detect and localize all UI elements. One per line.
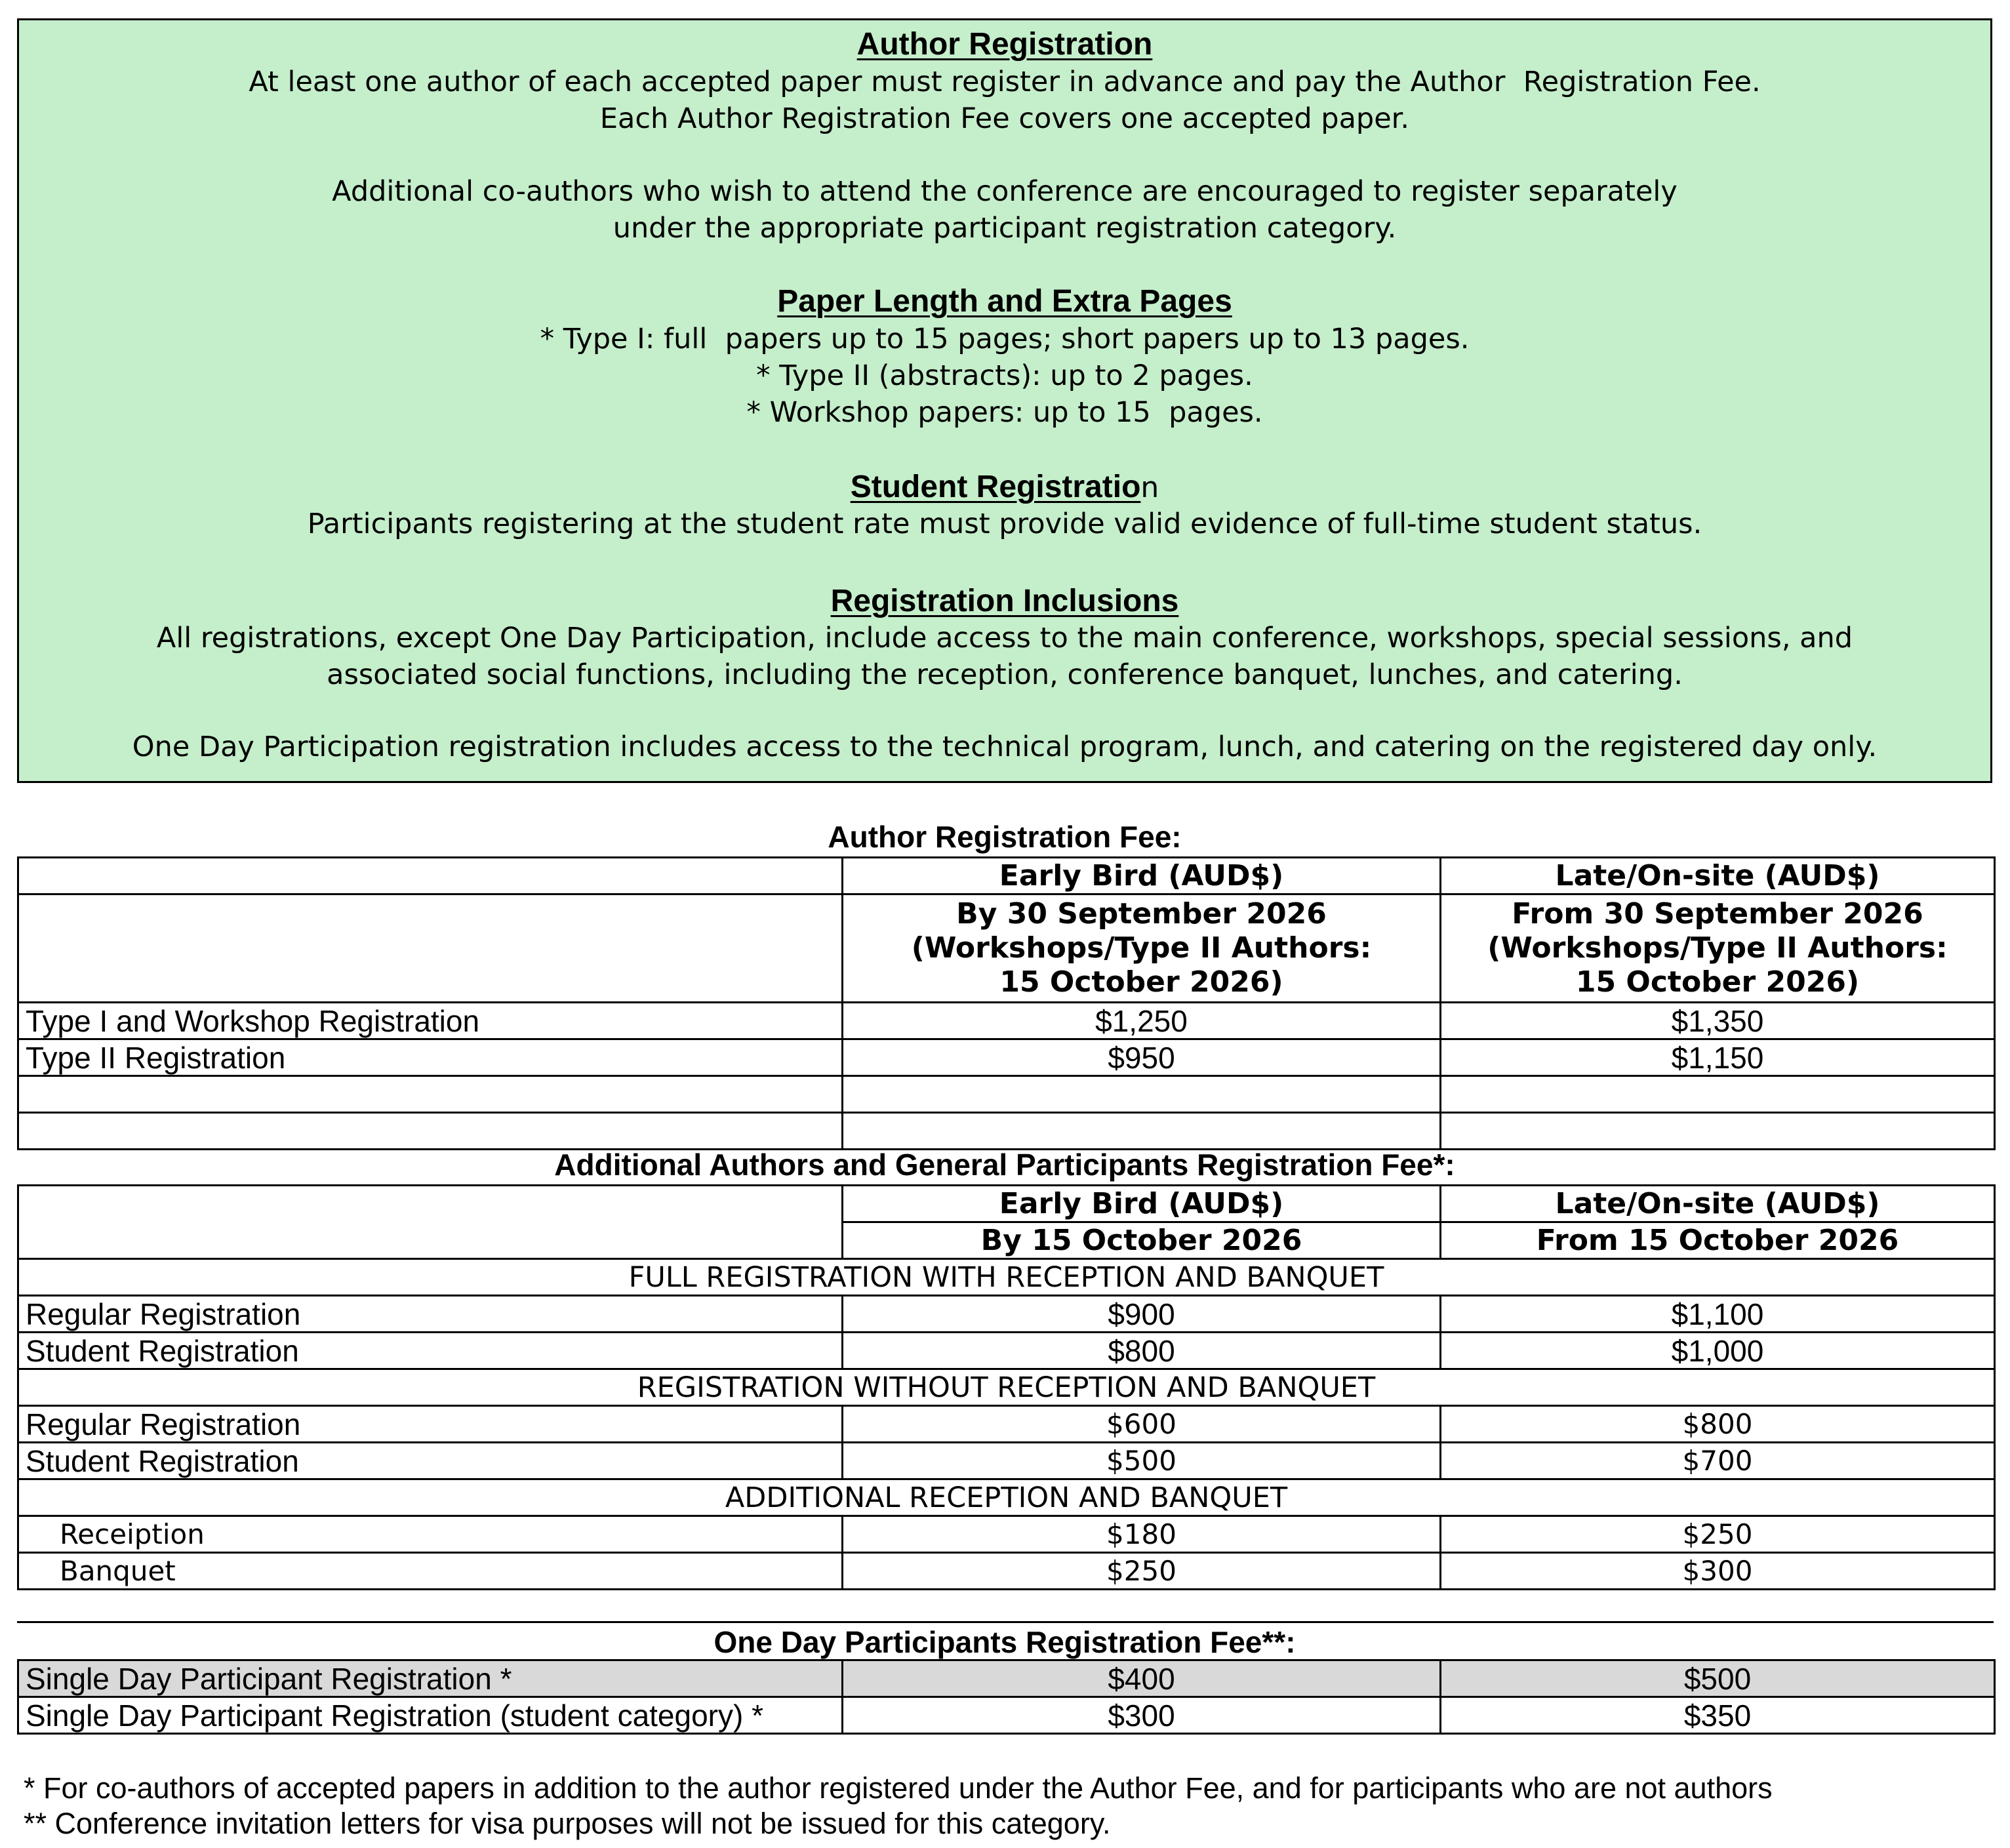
late-price: $1,100 bbox=[1441, 1296, 1995, 1333]
early-price: $950 bbox=[843, 1039, 1441, 1076]
row-label: Single Day Participant Registration (student category) * bbox=[18, 1697, 843, 1734]
empty-cell bbox=[18, 1186, 843, 1259]
section-row-without bbox=[18, 1369, 1995, 1406]
late-onsite-header: Late/On-site (AUD$) bbox=[1441, 1186, 1995, 1222]
late-price: $700 bbox=[1441, 1443, 1995, 1479]
row-label: Regular Registration bbox=[18, 1406, 843, 1443]
late-price: $1,000 bbox=[1441, 1333, 1995, 1369]
empty-cell bbox=[18, 1113, 843, 1150]
early-deadline-line-1: By 30 September 2026 bbox=[956, 897, 1327, 931]
section-row-additional bbox=[18, 1479, 1995, 1516]
late-price: $1,150 bbox=[1441, 1039, 1995, 1076]
registration-info-box bbox=[17, 18, 1992, 783]
early-price: $1,250 bbox=[843, 1003, 1441, 1039]
author-registration-heading: Author Registration bbox=[856, 27, 1153, 62]
empty-row bbox=[18, 1076, 1995, 1113]
early-bird-deadline: By 15 October 2026 bbox=[843, 1222, 1441, 1259]
late-price: $250 bbox=[1441, 1516, 1995, 1553]
inclusions-line-2: associated social functions, including the reception, conference banquet, lunches, and catering. bbox=[327, 658, 1683, 691]
footnote-1: * For co-authors of accepted papers in addition to the author registered under the Author Fee, and for participants who are not authors bbox=[24, 1771, 1773, 1805]
late-deadline-line-3: 15 October 2026) bbox=[1575, 965, 1860, 999]
author-fee-header-row bbox=[18, 858, 1995, 894]
early-bird-header: Early Bird (AUD$) bbox=[843, 1186, 1441, 1222]
empty-cell bbox=[843, 1113, 1441, 1150]
early-price: $600 bbox=[843, 1406, 1441, 1443]
early-price: $800 bbox=[843, 1333, 1441, 1369]
one-day-fee-table bbox=[17, 1659, 1996, 1735]
empty-row bbox=[18, 1113, 1995, 1150]
table-row bbox=[18, 1406, 1995, 1443]
student-info-line-1: Participants registering at the student rate must provide valid evidence of full-time student status. bbox=[307, 508, 1702, 540]
early-price: $500 bbox=[843, 1443, 1441, 1479]
row-label: Type II Registration bbox=[18, 1039, 843, 1076]
early-price: $300 bbox=[843, 1697, 1441, 1734]
empty-cell bbox=[18, 894, 843, 1003]
empty-cell bbox=[18, 858, 843, 894]
table-row bbox=[18, 1039, 1995, 1076]
inclusions-line-1: All registrations, except One Day Participation, include access to the main conference, workshops, special sessions, and bbox=[156, 622, 1853, 654]
table-row bbox=[18, 1296, 1995, 1333]
section-without-reception: REGISTRATION WITHOUT RECEPTION AND BANQUET bbox=[18, 1369, 1995, 1406]
row-label: Banquet bbox=[18, 1553, 843, 1590]
late-onsite-deadline: From 15 October 2026 bbox=[1441, 1222, 1995, 1259]
registration-inclusions-heading: Registration Inclusions bbox=[830, 584, 1179, 618]
student-heading-tail: n bbox=[1140, 471, 1159, 504]
row-label: Single Day Participant Registration * bbox=[18, 1660, 843, 1697]
row-label: Regular Registration bbox=[18, 1296, 843, 1333]
section-additional-reception: ADDITIONAL RECEPTION AND BANQUET bbox=[18, 1479, 1995, 1516]
early-deadline-line-3: 15 October 2026) bbox=[999, 965, 1283, 999]
late-deadline-line-2: (Workshops/Type II Authors: bbox=[1487, 931, 1948, 965]
section-row-full bbox=[18, 1259, 1995, 1296]
early-price: $900 bbox=[843, 1296, 1441, 1333]
paper-length-line-2: * Type II (abstracts): up to 2 pages. bbox=[756, 359, 1253, 392]
row-label: Receiption bbox=[18, 1516, 843, 1553]
author-fee-title: Author Registration Fee: bbox=[828, 820, 1182, 854]
table-row bbox=[18, 1443, 1995, 1479]
late-price: $800 bbox=[1441, 1406, 1995, 1443]
early-bird-header: Early Bird (AUD$) bbox=[843, 858, 1441, 894]
general-fee-table bbox=[17, 1184, 1996, 1590]
row-label: Student Registration bbox=[18, 1443, 843, 1479]
late-price: $500 bbox=[1441, 1660, 1995, 1697]
early-price: $180 bbox=[843, 1516, 1441, 1553]
general-fee-header-row bbox=[18, 1186, 1995, 1222]
table-row bbox=[18, 1697, 1995, 1734]
row-label: Student Registration bbox=[18, 1333, 843, 1369]
late-price: $300 bbox=[1441, 1553, 1995, 1590]
one-day-fee-title: One Day Participants Registration Fee**: bbox=[714, 1625, 1296, 1659]
table-row bbox=[18, 1516, 1995, 1553]
late-price: $1,350 bbox=[1441, 1003, 1995, 1039]
late-price: $350 bbox=[1441, 1697, 1995, 1734]
early-bird-deadline bbox=[843, 894, 1441, 1003]
table-row bbox=[18, 1553, 1995, 1590]
section-full-registration: FULL REGISTRATION WITH RECEPTION AND BANQUET bbox=[18, 1259, 1995, 1296]
paper-length-line-3: * Workshop papers: up to 15 pages. bbox=[746, 396, 1263, 429]
table-row bbox=[18, 1003, 1995, 1039]
author-fee-deadline-row bbox=[18, 894, 1995, 1003]
late-onsite-header: Late/On-site (AUD$) bbox=[1441, 858, 1995, 894]
footnote-2: ** Conference invitation letters for visa purposes will not be issued for this category. bbox=[24, 1807, 1111, 1840]
early-price: $250 bbox=[843, 1553, 1441, 1590]
early-price: $400 bbox=[843, 1660, 1441, 1697]
general-fee-title: Additional Authors and General Participants Registration Fee*: bbox=[554, 1148, 1455, 1182]
paper-length-line-1: * Type I: full papers up to 15 pages; short papers up to 13 pages. bbox=[540, 323, 1470, 355]
author-info-line-4: under the appropriate participant registration category. bbox=[613, 212, 1397, 245]
table-row bbox=[18, 1333, 1995, 1369]
author-fee-table bbox=[17, 856, 1996, 1150]
late-onsite-deadline bbox=[1441, 894, 1995, 1003]
late-deadline-line-1: From 30 September 2026 bbox=[1512, 897, 1923, 931]
author-info-line-3: Additional co-authors who wish to attend the conference are encouraged to register separately bbox=[332, 175, 1678, 208]
student-registration-heading: Student Registration bbox=[850, 470, 1159, 504]
paper-length-heading: Paper Length and Extra Pages bbox=[777, 284, 1232, 319]
empty-cell bbox=[843, 1076, 1441, 1113]
table-row bbox=[18, 1660, 1995, 1697]
author-info-line-2: Each Author Registration Fee covers one accepted paper. bbox=[599, 102, 1410, 135]
row-label: Type I and Workshop Registration bbox=[18, 1003, 843, 1039]
empty-cell bbox=[1441, 1113, 1995, 1150]
author-info-line-1: At least one author of each accepted paper must register in advance and pay the Author Registration Fee. bbox=[249, 66, 1761, 98]
inclusions-line-3: One Day Participation registration includes access to the technical program, lunch, and catering on the registered day only. bbox=[132, 731, 1878, 763]
empty-cell bbox=[1441, 1076, 1995, 1113]
early-deadline-line-2: (Workshops/Type II Authors: bbox=[911, 931, 1372, 965]
divider-line bbox=[17, 1621, 1994, 1623]
empty-cell bbox=[18, 1076, 843, 1113]
